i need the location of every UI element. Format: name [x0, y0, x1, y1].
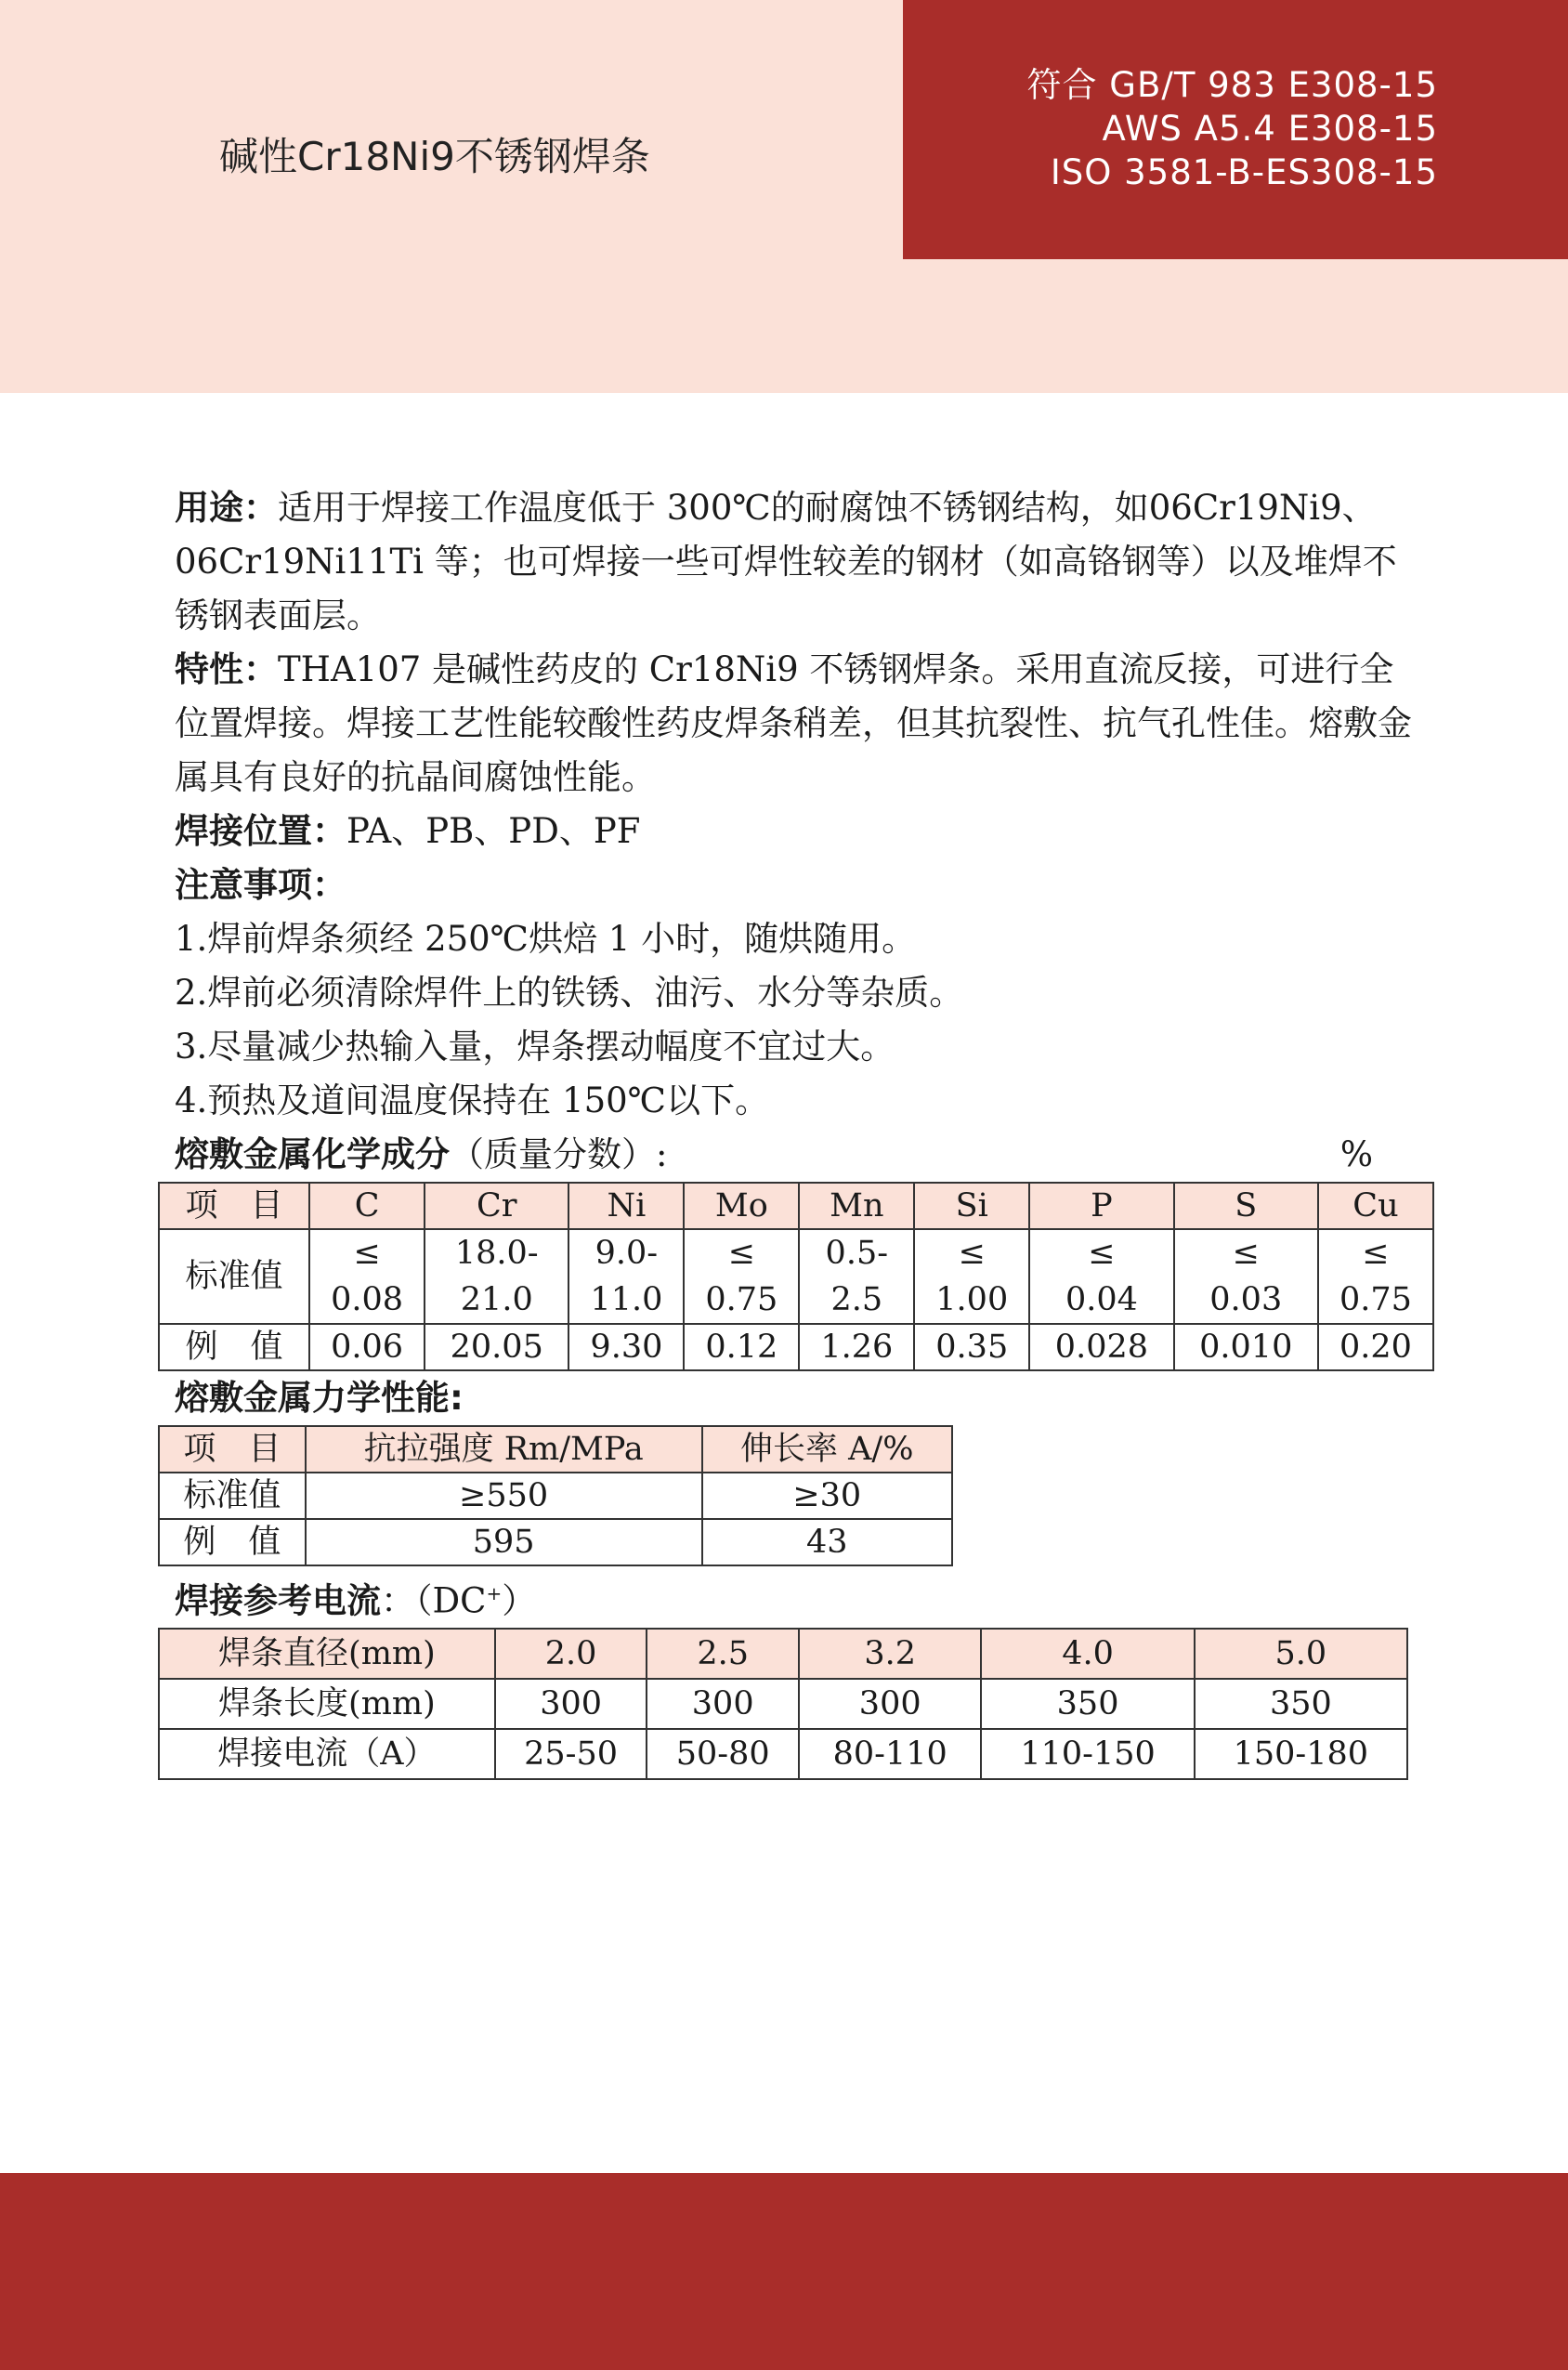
table-cell: 43 — [702, 1519, 952, 1565]
position-label: 焊接位置： — [175, 811, 346, 851]
table-row — [159, 1729, 1407, 1779]
properties-label: 特性： — [175, 649, 278, 689]
table-row — [159, 1183, 1433, 1229]
table-cell: 2.0 — [495, 1629, 647, 1679]
table-cell: S — [1174, 1183, 1318, 1229]
content — [175, 481, 1419, 1780]
table-cell: 标准值 — [159, 1473, 306, 1519]
table-cell: 25-50 — [495, 1729, 647, 1779]
table-row — [159, 1426, 952, 1473]
table-cell: 4.0 — [981, 1629, 1194, 1679]
table-cell: 0.06 — [309, 1324, 425, 1370]
cell-line: 0.75 — [705, 1281, 778, 1318]
cell-line: 1.00 — [935, 1281, 1009, 1318]
table-cell: 焊条长度(mm) — [159, 1679, 495, 1729]
standard-iso: ISO 3581-B-ES308-15 — [1050, 152, 1438, 192]
table-row — [159, 1679, 1407, 1729]
cell-line: 0.75 — [1339, 1281, 1412, 1318]
table-cell — [1174, 1229, 1318, 1324]
cell-line: 21.0 — [460, 1281, 533, 1318]
chemistry-heading-row — [175, 1128, 1373, 1182]
cell-line: 11.0 — [590, 1281, 663, 1318]
position-paragraph — [175, 805, 1419, 858]
usage-label: 用途： — [175, 488, 278, 528]
table-cell: 595 — [306, 1519, 702, 1565]
table-cell — [1318, 1229, 1433, 1324]
table-cell: 0.35 — [914, 1324, 1029, 1370]
table-cell — [568, 1229, 684, 1324]
note-item: 3.尽量减少热输入量，焊条摆动幅度不宜过大。 — [175, 1027, 895, 1067]
table-cell: ≥550 — [306, 1473, 702, 1519]
current-heading — [175, 1566, 1419, 1628]
table-cell: 例 值 — [159, 1324, 309, 1370]
table-row — [159, 1519, 952, 1565]
table-row — [159, 1629, 1407, 1679]
position-text: PA、PB、PD、PF — [346, 811, 641, 851]
table-cell: Mo — [684, 1183, 799, 1229]
table-cell: 350 — [1195, 1679, 1407, 1729]
current-heading-suffix: ：（DC — [381, 1580, 487, 1621]
usage-text: 适用于焊接工作温度低于 300℃的耐腐蚀不锈钢结构，如06Cr19Ni9、06Cr19Ni11Ti 等；也可焊接一些可焊性较差的钢材（如高铬钢等）以及堆焊不锈钢表面层。 — [175, 488, 1397, 635]
table-cell — [684, 1229, 799, 1324]
cell-line: ≤ — [1362, 1235, 1390, 1272]
chemistry-heading-suffix: （质量分数）: — [450, 1134, 668, 1174]
table-cell: 伸长率 A/% — [702, 1426, 952, 1473]
table-cell: 焊接电流（A） — [159, 1729, 495, 1779]
table-cell: 0.12 — [684, 1324, 799, 1370]
table-cell: 0.010 — [1174, 1324, 1318, 1370]
table-row — [159, 1229, 1433, 1324]
note-item: 2.焊前必须清除焊件上的铁锈、油污、水分等杂质。 — [175, 973, 964, 1013]
table-cell: 150-180 — [1195, 1729, 1407, 1779]
table-cell — [799, 1229, 914, 1324]
cell-line: 9.0- — [595, 1235, 659, 1272]
table-cell: 项 目 — [159, 1183, 309, 1229]
table-cell — [425, 1229, 568, 1324]
table-cell: 标准值 — [159, 1229, 309, 1324]
table-cell: 300 — [647, 1679, 799, 1729]
cell-line: 0.04 — [1065, 1281, 1138, 1318]
standard-gb: 符合 GB/T 983 E308-15 — [1026, 65, 1438, 105]
cell-line: ≤ — [1088, 1235, 1116, 1272]
table-cell: C — [309, 1183, 425, 1229]
table-row — [159, 1324, 1433, 1370]
chemistry-heading — [175, 1128, 667, 1182]
table-cell: 300 — [799, 1679, 981, 1729]
table-cell — [309, 1229, 425, 1324]
table-cell: Cr — [425, 1183, 568, 1229]
notes-heading: 注意事项： — [175, 865, 346, 905]
table-cell: 焊条直径(mm) — [159, 1629, 495, 1679]
table-cell: 1.26 — [799, 1324, 914, 1370]
table-cell: Si — [914, 1183, 1029, 1229]
table-cell: 9.30 — [568, 1324, 684, 1370]
standard-aws: AWS A5.4 E308-15 — [1102, 109, 1438, 149]
footer-band — [0, 2173, 1568, 2370]
table-cell: 项 目 — [159, 1426, 306, 1473]
cell-line: ≤ — [1232, 1235, 1260, 1272]
table-cell: Mn — [799, 1183, 914, 1229]
table-cell — [914, 1229, 1029, 1324]
table-cell: 20.05 — [425, 1324, 568, 1370]
table-cell: Cu — [1318, 1183, 1433, 1229]
note-item: 1.焊前焊条须经 250℃烘焙 1 小时，随烘随用。 — [175, 919, 917, 959]
table-cell: 350 — [981, 1679, 1194, 1729]
standards-list — [1027, 63, 1438, 194]
cell-line: 2.5 — [830, 1281, 883, 1318]
table-cell: 0.20 — [1318, 1324, 1433, 1370]
table-cell: 50-80 — [647, 1729, 799, 1779]
table-cell: Ni — [568, 1183, 684, 1229]
current-table — [158, 1628, 1408, 1780]
chemistry-unit: % — [1339, 1134, 1373, 1174]
current-heading-label: 焊接参考电流 — [175, 1580, 381, 1621]
table-cell: 5.0 — [1195, 1629, 1407, 1679]
product-title: 碱性Cr18Ni9不锈钢焊条 — [219, 134, 650, 179]
current-heading-sup: + — [486, 1582, 503, 1604]
cell-line: 0.08 — [331, 1281, 404, 1318]
table-cell: ≥30 — [702, 1473, 952, 1519]
properties-text: THA107 是碱性药皮的 Cr18Ni9 不锈钢焊条。采用直流反接，可进行全位置焊接。焊接工艺性能较酸性药皮焊条稍差，但其抗裂性、抗气孔性佳。熔敷金属具有良好的抗晶间腐蚀性能。 — [175, 649, 1412, 797]
cell-line: ≤ — [353, 1235, 381, 1272]
table-cell: 例 值 — [159, 1519, 306, 1565]
table-cell: 2.5 — [647, 1629, 799, 1679]
standards-box — [903, 0, 1568, 259]
table-cell: 110-150 — [981, 1729, 1194, 1779]
table-row — [159, 1473, 952, 1519]
cell-line: 0.5- — [825, 1235, 889, 1272]
note-item: 4.预热及道间温度保持在 150℃以下。 — [175, 1080, 770, 1120]
mechanical-heading: 熔敷金属力学性能: — [175, 1378, 464, 1418]
table-cell: P — [1029, 1183, 1173, 1229]
cell-line: 18.0- — [454, 1235, 539, 1272]
table-cell: 0.028 — [1029, 1324, 1173, 1370]
table-cell: 300 — [495, 1679, 647, 1729]
table-cell: 抗拉强度 Rm/MPa — [306, 1426, 702, 1473]
cell-line: 0.03 — [1209, 1281, 1283, 1318]
cell-line: ≤ — [958, 1235, 986, 1272]
table-cell — [1029, 1229, 1173, 1324]
chemistry-table — [158, 1182, 1434, 1371]
cell-line: ≤ — [727, 1235, 756, 1272]
usage-paragraph — [175, 481, 1419, 643]
mechanical-table — [158, 1425, 953, 1566]
chemistry-heading-label: 熔敷金属化学成分 — [175, 1134, 450, 1174]
properties-paragraph — [175, 643, 1419, 805]
table-cell: 80-110 — [799, 1729, 981, 1779]
table-cell: 3.2 — [799, 1629, 981, 1679]
current-heading-end: ） — [502, 1580, 537, 1621]
